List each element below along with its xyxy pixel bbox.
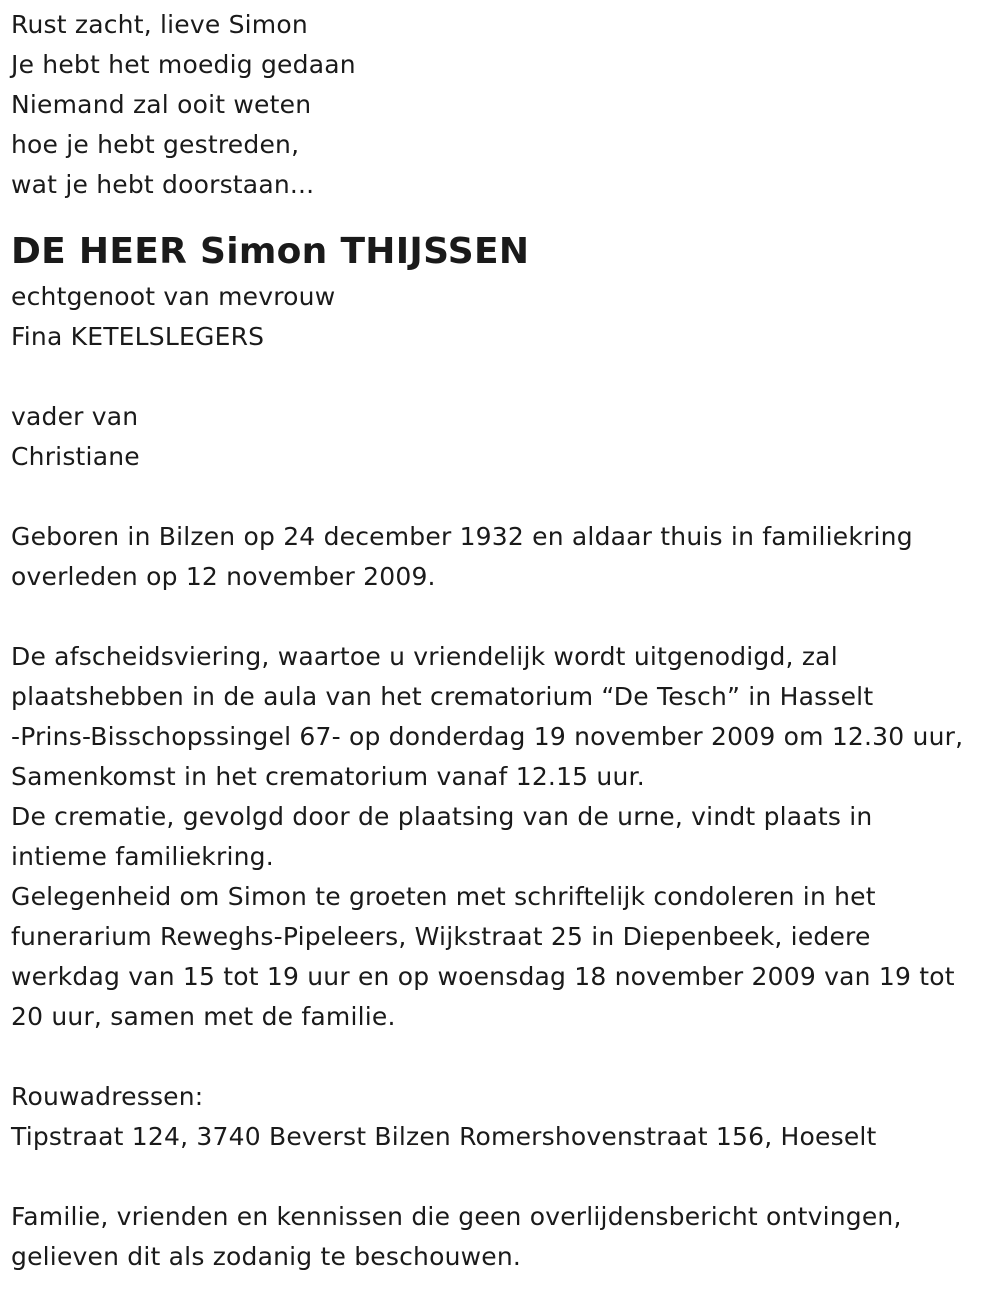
closing-line: Familie, vrienden en kennissen die geen overlijdensbericht ontvingen, (11, 1202, 902, 1231)
ceremony-line: Samenkomst in het crematorium vanaf 12.15 uur. (11, 762, 645, 791)
children-line: Christiane (11, 442, 140, 471)
spacer (11, 205, 996, 227)
children-line: vader van (11, 402, 139, 431)
addresses-heading: Rouwadressen: (11, 1082, 204, 1111)
poem-line: Je hebt het moedig gedaan (11, 50, 356, 79)
spouse-line: Fina KETELSLEGERS (11, 322, 265, 351)
closing-block (11, 1197, 996, 1277)
addresses-line: Tipstraat 124, 3740 Beverst Bilzen Romershovenstraat 156, Hoeselt (11, 1122, 877, 1151)
spacer (11, 477, 996, 517)
spacer (11, 597, 996, 637)
poem-line: Rust zacht, lieve Simon (11, 10, 308, 39)
addresses-block (11, 1077, 996, 1157)
ceremony-line: De afscheidsviering, waartoe u vriendelijk wordt uitgenodigd, zal (11, 642, 838, 671)
spacer (11, 1037, 996, 1077)
birth-death-line: overleden op 12 november 2009. (11, 562, 436, 591)
ceremony-block (11, 637, 996, 1037)
closing-line: gelieven dit als zodanig te beschouwen. (11, 1242, 522, 1271)
spouse-block (11, 277, 996, 357)
ceremony-line: intieme familiekring. (11, 842, 274, 871)
ceremony-line: -Prins-Bisschopssingel 67- op donderdag 19 november 2009 om 12.30 uur, (11, 722, 964, 751)
obituary-notice (11, 5, 996, 1277)
birth-death-line: Geboren in Bilzen op 24 december 1932 en aldaar thuis in familiekring (11, 522, 913, 551)
ceremony-line: 20 uur, samen met de familie. (11, 1002, 396, 1031)
poem (11, 5, 996, 205)
ceremony-line: Gelegenheid om Simon te groeten met schriftelijk condoleren in het (11, 882, 876, 911)
poem-line: hoe je hebt gestreden, (11, 130, 300, 159)
ceremony-line: werkdag van 15 tot 19 uur en op woensdag 18 november 2009 van 19 tot (11, 962, 955, 991)
poem-line: wat je hebt doorstaan... (11, 170, 315, 199)
ceremony-line: funerarium Reweghs-Pipeleers, Wijkstraat 25 in Diepenbeek, iedere (11, 922, 871, 951)
poem-line: Niemand zal ooit weten (11, 90, 312, 119)
children-block (11, 397, 996, 477)
spacer (11, 357, 996, 397)
deceased-name: DE HEER Simon THIJSSEN (11, 231, 530, 272)
ceremony-line: plaatshebben in de aula van het crematorium “De Tesch” in Hasselt (11, 682, 874, 711)
spouse-line: echtgenoot van mevrouw (11, 282, 336, 311)
birth-death-block (11, 517, 996, 597)
ceremony-line: De crematie, gevolgd door de plaatsing van de urne, vindt plaats in (11, 802, 873, 831)
spacer (11, 1157, 996, 1197)
